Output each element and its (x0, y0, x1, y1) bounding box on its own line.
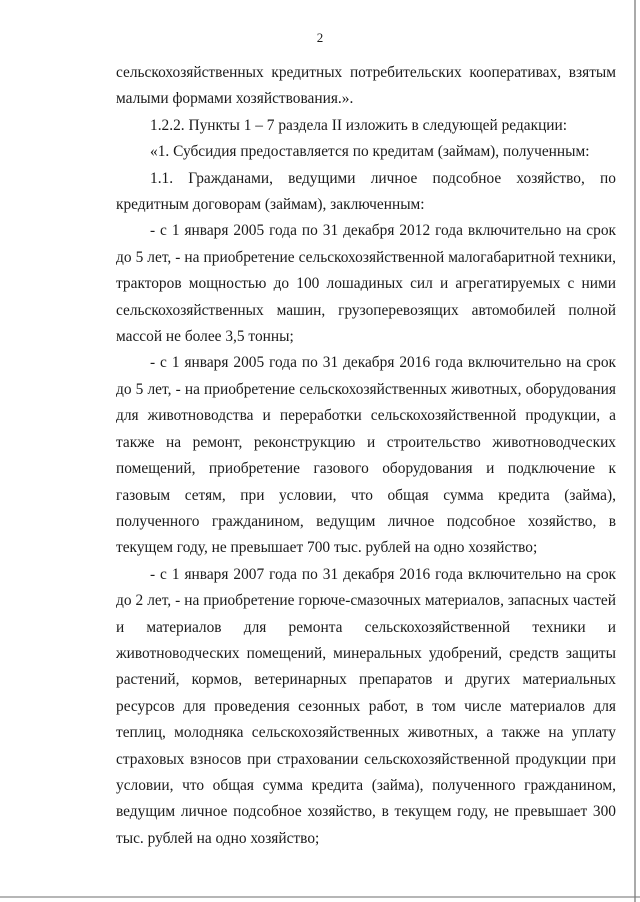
scan-edge-right (634, 0, 636, 902)
page-number: 2 (316, 30, 324, 45)
paragraph-item-materials: - с 1 января 2007 года по 31 декабря 2016 года включительно на срок до 2 лет, - на приобретение горюче-смазочных материалов, запасных частей и материалов для ремонта сельскохозяйственной техники и животноводческих помещений, минеральных удобрений, средств защиты растений, кормов, ветеринарных препаратов и других материальных ресурсов для проведения сезонных работ, в том числе материалов для теплиц, молодняка сельскохозяйственных животных, а также на уплату страховых взносов при страховании сельскохозяйственной продукции при условии, что общая сумма кредита (займа), полученного гражданином, ведущим личное подсобное хозяйство, в текущем году, не превышает 300 тыс. рублей на одно хозяйство; (116, 565, 616, 847)
paragraph-item-livestock: - с 1 января 2005 года по 31 декабря 2016 года включительно на срок до 5 лет, - на приобретение сельскохозяйственных животных, оборудования для животноводства и переработки сельскохозяйственной продукции, а также на ремонт, реконструкцию и строительство животноводческих помещений, приобретение газового оборудования и подключение к газовым сетям, при условии, что общая сумма кредита (займа), полученного гражданином, ведущим личное подсобное хозяйство, в текущем году, не превышает 700 тыс. рублей на одно хозяйство; (116, 354, 616, 557)
paragraph-amendment: 1.2.2. Пункты 1 – 7 раздела II изложить в следующей редакции: (150, 116, 568, 134)
paragraph-item-machinery: - с 1 января 2005 года по 31 декабря 2012 года включительно на срок до 5 лет, - на приобретение сельскохозяйственной малогабаритной техники, тракторов мощностью до 100 лошадиных сил и агрегатируемых с ними сельскохозяйственных машин, грузоперевозящих автомобилей полной массой не более 3,5 тонны; (116, 222, 616, 346)
paragraph-1-1: 1.1. Гражданами, ведущими личное подсобное хозяйство, по кредитным договорам (займам), заключенным: (116, 169, 616, 214)
document-body (116, 60, 616, 852)
paragraph-subsidy-intro: «1. Субсидия предоставляется по кредитам (займам), полученным: (150, 143, 590, 161)
scan-edge-bottom (0, 896, 640, 898)
paragraph-continuation: сельскохозяйственных кредитных потребительских кооперативах, взятым малыми формами хозяйствования.». (116, 64, 616, 108)
